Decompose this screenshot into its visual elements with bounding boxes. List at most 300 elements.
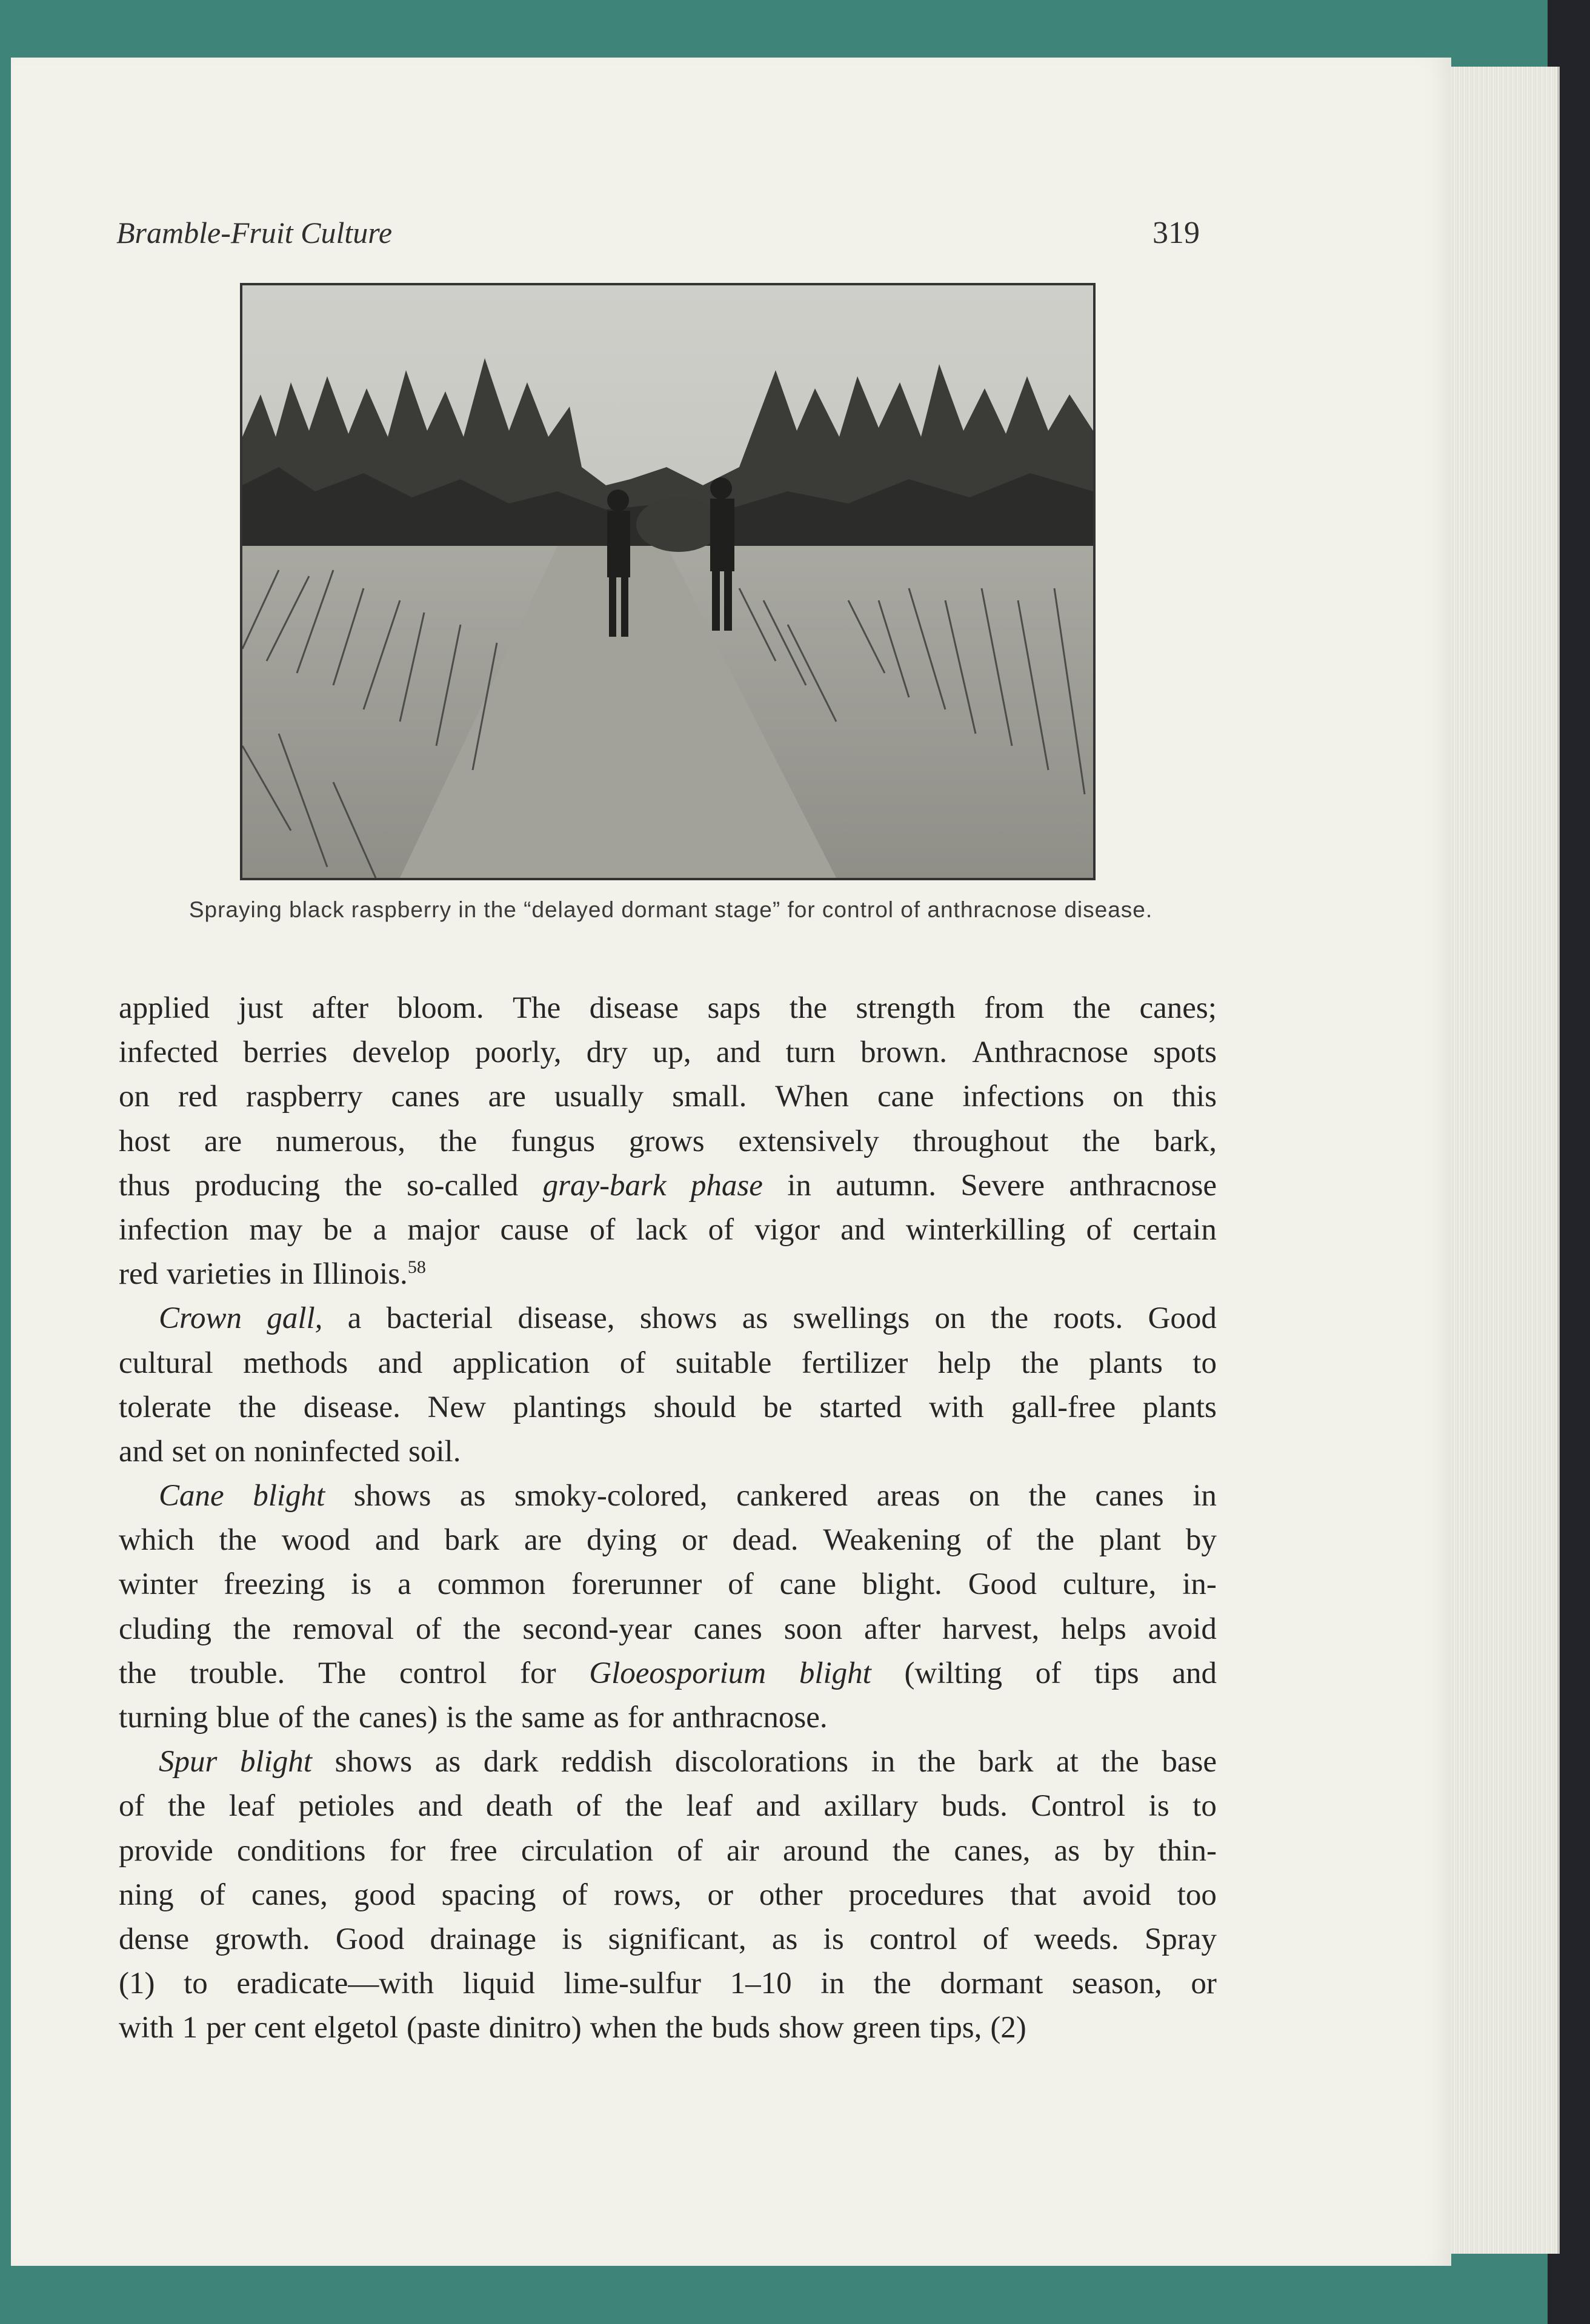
word: noninfected [254, 1434, 401, 1469]
word: in [871, 1745, 896, 1779]
page-number: 319 [1153, 216, 1200, 250]
word: or [1191, 1967, 1217, 2001]
word: the [917, 1745, 956, 1779]
word: other [759, 1877, 823, 1912]
word: cluding [119, 1612, 211, 1646]
word: too [1177, 1877, 1217, 1912]
word: berries [243, 1035, 328, 1070]
text-line [119, 1430, 1217, 1474]
word: be [323, 1212, 353, 1247]
word: the [439, 1124, 477, 1158]
word: swellings [793, 1301, 910, 1336]
word: eradicate—with [236, 1967, 434, 2001]
word: Good [1148, 1301, 1217, 1336]
word: saps [707, 991, 761, 1025]
word: for [627, 1701, 664, 1735]
word: be [763, 1390, 793, 1424]
word: control [399, 1656, 487, 1690]
word: dying [587, 1523, 657, 1558]
word: the [219, 1523, 257, 1558]
word: 1 [182, 2011, 198, 2045]
word: base [1162, 1745, 1217, 1779]
word: as [771, 1922, 798, 1956]
word: a [347, 1301, 362, 1336]
word: in [1192, 1479, 1217, 1513]
word: bark, [1154, 1124, 1217, 1158]
word: plants [1088, 1346, 1163, 1380]
text-line [119, 1164, 1217, 1208]
word: in- [1182, 1567, 1217, 1602]
word: and [840, 1212, 885, 1247]
word: or [682, 1523, 708, 1558]
word: canes [391, 1080, 460, 1114]
word: to [1192, 1789, 1217, 1824]
word: of [119, 1789, 145, 1824]
word: in [820, 1967, 845, 2001]
text-line [119, 1120, 1217, 1164]
word: winterkilling [905, 1212, 1066, 1247]
word: of [982, 1922, 1009, 1956]
word: started [819, 1390, 902, 1424]
word: poorly, [474, 1035, 562, 1070]
word: Spray [1144, 1922, 1217, 1956]
word: red [119, 1257, 159, 1292]
word: Severe [960, 1168, 1045, 1203]
word: (wilting [904, 1656, 1003, 1690]
word: liquid [462, 1967, 535, 2001]
word: and [417, 1789, 463, 1824]
word: The [513, 991, 561, 1025]
word: 1–10 [730, 1967, 792, 2001]
word: canes, [251, 1877, 328, 1912]
word: are [488, 1080, 526, 1114]
word: air [726, 1833, 759, 1868]
word: brown. [860, 1035, 948, 1070]
text-line [119, 1784, 1217, 1828]
word: Weakening [823, 1523, 962, 1558]
word: dormant [940, 1967, 1043, 2001]
word: freezing [224, 1567, 325, 1602]
word: when [590, 2011, 657, 2045]
word: by [1185, 1523, 1217, 1558]
word: of [415, 1612, 442, 1646]
word: of [562, 1877, 588, 1912]
word: ning [119, 1877, 174, 1912]
word: season, [1072, 1967, 1162, 2001]
word: on [119, 1080, 150, 1114]
word: circulation [521, 1833, 654, 1868]
word: disease. [303, 1390, 401, 1424]
word: shows [334, 1745, 413, 1779]
word: vigor [754, 1212, 820, 1247]
word: canes) [358, 1701, 438, 1735]
word: and [378, 1346, 423, 1380]
word: in [279, 1257, 304, 1292]
word: tips, [929, 2011, 982, 2045]
text-line [119, 1031, 1217, 1075]
word: develop [352, 1035, 450, 1070]
word: petioles [298, 1789, 395, 1824]
word: cultural [119, 1346, 213, 1380]
word: and [756, 1789, 801, 1824]
word: canes [1095, 1479, 1164, 1513]
word: and [374, 1523, 420, 1558]
word: the [167, 1789, 206, 1824]
word: good [353, 1877, 416, 1912]
word: shows [639, 1301, 717, 1336]
word: autumn. [836, 1168, 936, 1203]
word: as [1054, 1833, 1080, 1868]
word: Control [1031, 1789, 1126, 1824]
word: (paste [407, 2011, 481, 2045]
word: with [929, 1390, 984, 1424]
word: the [1036, 1523, 1075, 1558]
word: infection [119, 1212, 229, 1247]
word: is [1148, 1789, 1169, 1824]
word: forerunner [571, 1567, 702, 1602]
word: suitable [675, 1346, 772, 1380]
word: producing [195, 1168, 321, 1203]
text-line [119, 1474, 1217, 1518]
word: axillary [823, 1789, 919, 1824]
word: gall-free [1011, 1390, 1116, 1424]
word: as [593, 1701, 619, 1735]
word: Good [968, 1567, 1037, 1602]
word: drainage [430, 1922, 537, 1956]
word: set [171, 1434, 207, 1469]
word: around [783, 1833, 869, 1868]
word: cankered [736, 1479, 848, 1513]
word: procedures [848, 1877, 985, 1912]
word: phase [690, 1168, 763, 1203]
word: which [119, 1523, 195, 1558]
word: (2) [990, 2011, 1026, 2045]
word: cent [254, 2011, 306, 2045]
word: free [449, 1833, 497, 1868]
word: small. [672, 1080, 747, 1114]
word: weeds. [1034, 1922, 1119, 1956]
word: for [520, 1656, 556, 1690]
word: death [485, 1789, 553, 1824]
word: to [1192, 1346, 1217, 1380]
word: application [452, 1346, 590, 1380]
word: New [427, 1390, 486, 1424]
text-line [119, 1386, 1217, 1430]
word: so-called [407, 1168, 519, 1203]
word: a [398, 1567, 411, 1602]
word: after [311, 991, 369, 1025]
word: extensively [738, 1124, 879, 1158]
word: in [787, 1168, 811, 1203]
text-line [119, 1696, 1217, 1740]
word: control [869, 1922, 957, 1956]
word: bark [978, 1745, 1034, 1779]
word: are [524, 1523, 562, 1558]
word: plant [1099, 1523, 1161, 1558]
word: blight [239, 1745, 312, 1779]
word: soon [783, 1612, 843, 1646]
word: at [1056, 1745, 1079, 1779]
text-line [119, 1518, 1217, 1562]
word: is [446, 1701, 467, 1735]
word: on [934, 1301, 966, 1336]
text-line [119, 2006, 1217, 2050]
word: canes; [1139, 991, 1217, 1025]
word: raspberry [245, 1080, 363, 1114]
word: the [990, 1301, 1029, 1336]
word: dead. [732, 1523, 799, 1558]
word: the [344, 1168, 382, 1203]
word: of [278, 1701, 304, 1735]
word: thin- [1158, 1833, 1217, 1868]
word: Anthracnose [972, 1035, 1128, 1070]
word: elgetol [314, 2011, 399, 2045]
word: green [852, 2011, 921, 2045]
word: second-year [522, 1612, 672, 1646]
word: cane [779, 1567, 837, 1602]
word: this [1172, 1080, 1217, 1114]
word: show [778, 2011, 844, 2045]
word: smoky-colored, [514, 1479, 708, 1513]
word: throughout [913, 1124, 1049, 1158]
word: The [318, 1656, 367, 1690]
text-line [119, 1962, 1217, 2006]
word: of [986, 1523, 1012, 1558]
text-line [119, 1562, 1217, 1607]
word: are [204, 1124, 242, 1158]
word: applied [119, 991, 210, 1025]
word: the [1028, 1479, 1066, 1513]
word: dark [483, 1745, 539, 1779]
word: discolorations [674, 1745, 848, 1779]
text-line [119, 1917, 1217, 1962]
word: wood [281, 1523, 351, 1558]
word: blight. [862, 1567, 942, 1602]
word: rows, [613, 1877, 682, 1912]
text-line [119, 1252, 1217, 1296]
word: When [775, 1080, 850, 1114]
word: canes [693, 1612, 762, 1646]
word: fertilizer [801, 1346, 908, 1380]
word: of [576, 1789, 602, 1824]
word: the [892, 1833, 931, 1868]
word: and [716, 1035, 761, 1070]
word: disease [589, 991, 679, 1025]
word: strength [856, 991, 956, 1025]
word: of [677, 1833, 703, 1868]
word: varieties [167, 1257, 271, 1292]
word: up, [652, 1035, 691, 1070]
word: of [1086, 1212, 1112, 1247]
word: soil. [408, 1434, 461, 1469]
word: fungus [511, 1124, 595, 1158]
word: is [351, 1567, 372, 1602]
word: spots [1153, 1035, 1217, 1070]
word: the [789, 991, 828, 1025]
word: on [968, 1479, 1000, 1513]
word: after [863, 1612, 921, 1646]
word: areas [876, 1479, 940, 1513]
word: infections [962, 1080, 1085, 1114]
word: plants [1143, 1390, 1217, 1424]
word: significant, [608, 1922, 747, 1956]
word: turn [785, 1035, 836, 1070]
word: the [1082, 1124, 1120, 1158]
word: of [708, 1212, 734, 1247]
word: the [119, 1656, 157, 1690]
text-line [119, 1208, 1217, 1252]
word: shows [353, 1479, 431, 1513]
word: dry [586, 1035, 628, 1070]
running-head: Bramble-Fruit Culture [116, 216, 393, 250]
word: dinitro) [488, 2011, 582, 2045]
word: by [1103, 1833, 1135, 1868]
word: and [119, 1434, 164, 1469]
word: removal [292, 1612, 394, 1646]
word: leaf [686, 1789, 733, 1824]
word: bark [444, 1523, 500, 1558]
word: the [233, 1612, 271, 1646]
word: of [199, 1877, 226, 1912]
word: tips [1094, 1656, 1139, 1690]
page-block-edges [1451, 67, 1560, 2254]
word: of [728, 1567, 754, 1602]
word: buds. [941, 1789, 1008, 1824]
word: the [312, 1701, 350, 1735]
word: may [249, 1212, 303, 1247]
word: trouble. [190, 1656, 285, 1690]
word: avoid [1148, 1612, 1217, 1646]
word: disease, [517, 1301, 615, 1336]
word: and [1172, 1656, 1217, 1690]
word: the [1101, 1745, 1139, 1779]
word: dense [119, 1922, 190, 1956]
word: red [178, 1080, 218, 1114]
word: on [215, 1434, 246, 1469]
word: just [238, 991, 284, 1025]
word: lime-sulfur [564, 1967, 701, 2001]
word: canes, [954, 1833, 1031, 1868]
word: on [1113, 1080, 1144, 1114]
word: lack [636, 1212, 688, 1247]
word: anthracnose [1069, 1168, 1217, 1203]
text-line [119, 1075, 1217, 1119]
word: conditions [237, 1833, 366, 1868]
word: the [873, 1967, 911, 2001]
text-line [119, 1873, 1217, 1917]
word: is [823, 1922, 844, 1956]
word: avoid [1082, 1877, 1151, 1912]
word: certain [1133, 1212, 1217, 1247]
word: methods [243, 1346, 348, 1380]
word: to [184, 1967, 208, 2001]
word: as [459, 1479, 486, 1513]
word: the [1073, 991, 1111, 1025]
word: blight [253, 1479, 325, 1513]
word: common [437, 1567, 546, 1602]
word: that [1010, 1877, 1057, 1912]
word: is [562, 1922, 583, 1956]
word: should [653, 1390, 736, 1424]
word: Spur [159, 1745, 218, 1779]
word: host [119, 1124, 171, 1158]
word: plantings [513, 1390, 627, 1424]
figure-caption: Spraying black raspberry in the “delayed dormant stage” for control of anthracnose disease. [188, 897, 1153, 922]
word: Crown [159, 1301, 242, 1336]
word: of [1035, 1656, 1062, 1690]
figure-photograph [240, 283, 1096, 880]
word: roots. [1053, 1301, 1123, 1336]
word: numerous, [276, 1124, 405, 1158]
photograph-icon [242, 285, 1093, 878]
word: a [373, 1212, 387, 1247]
word: harvest, [942, 1612, 1040, 1646]
word: major [407, 1212, 480, 1247]
word: reddish [561, 1745, 653, 1779]
word: gray-bark [542, 1168, 667, 1203]
word: Cane [159, 1479, 224, 1513]
text-line [119, 1652, 1217, 1696]
word: cane [877, 1080, 934, 1114]
word: cause [500, 1212, 569, 1247]
word: with [119, 2011, 174, 2045]
word: turning [119, 1701, 208, 1735]
word: of [589, 1212, 616, 1247]
word: helps [1061, 1612, 1126, 1646]
word: per [206, 2011, 246, 2045]
word: Good [335, 1922, 405, 1956]
word: thus [119, 1168, 171, 1203]
word: growth. [215, 1922, 310, 1956]
word: bacterial [386, 1301, 493, 1336]
word: as [742, 1301, 768, 1336]
word: Illinois.$^{58}$ [312, 1257, 426, 1292]
word: the [475, 1701, 513, 1735]
word: of [619, 1346, 646, 1380]
body-text [119, 986, 1217, 2051]
word: for [389, 1833, 426, 1868]
word: bloom. [397, 991, 484, 1025]
word: leaf [228, 1789, 276, 1824]
word: Gloeosporium [589, 1656, 767, 1690]
text-line [119, 986, 1217, 1031]
word: spacing [441, 1877, 536, 1912]
text-line [119, 1341, 1217, 1386]
word: tolerate [119, 1390, 211, 1424]
word: the [1021, 1346, 1059, 1380]
text-line [119, 1740, 1217, 1784]
word: anthracnose. [672, 1701, 828, 1735]
word: infected [119, 1035, 219, 1070]
word: blue [216, 1701, 270, 1735]
word: usually [554, 1080, 644, 1114]
word: buds [711, 2011, 770, 2045]
word: the [463, 1612, 501, 1646]
word: gall, [267, 1301, 323, 1336]
word: the [625, 1789, 664, 1824]
word: the [238, 1390, 277, 1424]
word: as [434, 1745, 461, 1779]
word: blight [799, 1656, 871, 1690]
word: help [937, 1346, 991, 1380]
text-line [119, 1296, 1217, 1341]
word: winter [119, 1567, 198, 1602]
word: same [521, 1701, 585, 1735]
word: culture, [1062, 1567, 1157, 1602]
word: from [984, 991, 1045, 1025]
word: provide [119, 1833, 213, 1868]
text-line [119, 1829, 1217, 1873]
